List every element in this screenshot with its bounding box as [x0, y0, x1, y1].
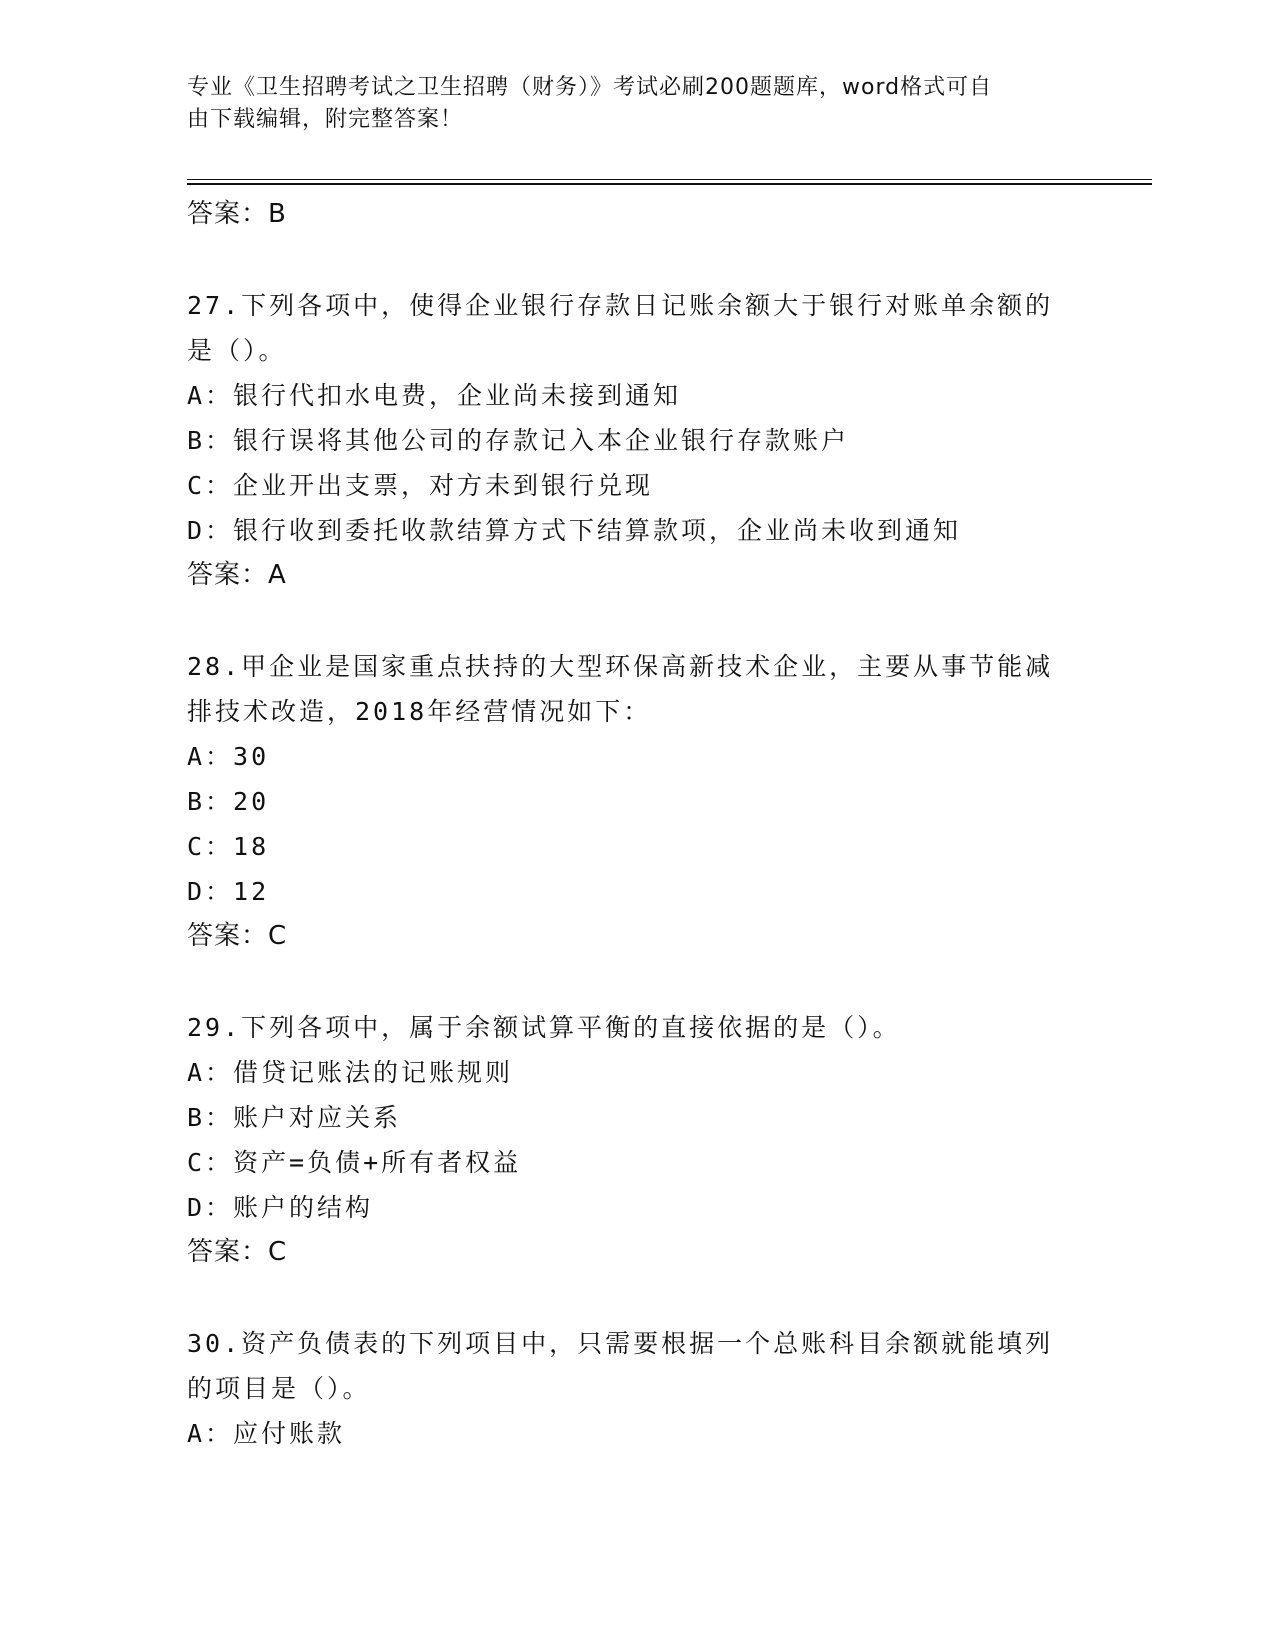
question-30 [187, 1321, 1087, 1456]
previous-answer: 答案：B [187, 199, 287, 229]
question-answer: 答案：C [187, 1237, 288, 1267]
option-a: A：30 [187, 742, 270, 771]
header-divider-thick [187, 183, 1152, 185]
question-stem: 28.甲企业是国家重点扶持的大型环保高新技术企业，主要从事节能减 [187, 652, 1054, 681]
question-28 [187, 644, 1087, 959]
document-body [187, 192, 1087, 1456]
header-divider-thin [187, 179, 1152, 180]
option-d: D：账户的结构 [187, 1193, 374, 1222]
option-a: A：应付账款 [187, 1419, 346, 1448]
question-stem: 27.下列各项中，使得企业银行存款日记账余额大于银行对账单余额的 [187, 291, 1054, 320]
document-header [187, 72, 1067, 136]
question-answer: 答案：A [187, 560, 287, 590]
option-d: D：12 [187, 877, 270, 906]
question-27 [187, 283, 1087, 598]
option-a: A：借贷记账法的记账规则 [187, 1058, 514, 1087]
question-stem-cont: 是（）。 [187, 336, 287, 365]
option-b: B：账户对应关系 [187, 1103, 402, 1132]
option-b: B：20 [187, 787, 270, 816]
header-line-1: 专业《卫生招聘考试之卫生招聘（财务）》考试必刷200题题库，word格式可自 [187, 75, 993, 100]
option-c: C：资产=负债+所有者权益 [187, 1148, 522, 1177]
question-stem: 30.资产负债表的下列项目中，只需要根据一个总账科目余额就能填列 [187, 1329, 1054, 1358]
header-line-2: 由下载编辑，附完整答案！ [187, 107, 464, 132]
option-c: C：18 [187, 832, 270, 861]
question-stem-cont: 排技术改造，2018年经营情况如下： [187, 697, 652, 726]
question-29 [187, 1005, 1087, 1275]
question-stem: 29.下列各项中，属于余额试算平衡的直接依据的是（）。 [187, 1013, 901, 1042]
question-stem-cont: 的项目是（）。 [187, 1374, 371, 1403]
question-answer: 答案：C [187, 921, 288, 951]
option-c: C：企业开出支票，对方未到银行兑现 [187, 471, 654, 500]
option-a: A：银行代扣水电费，企业尚未接到通知 [187, 381, 682, 410]
option-b: B：银行误将其他公司的存款记入本企业银行存款账户 [187, 426, 850, 455]
option-d: D：银行收到委托收款结算方式下结算款项，企业尚未收到通知 [187, 516, 962, 545]
